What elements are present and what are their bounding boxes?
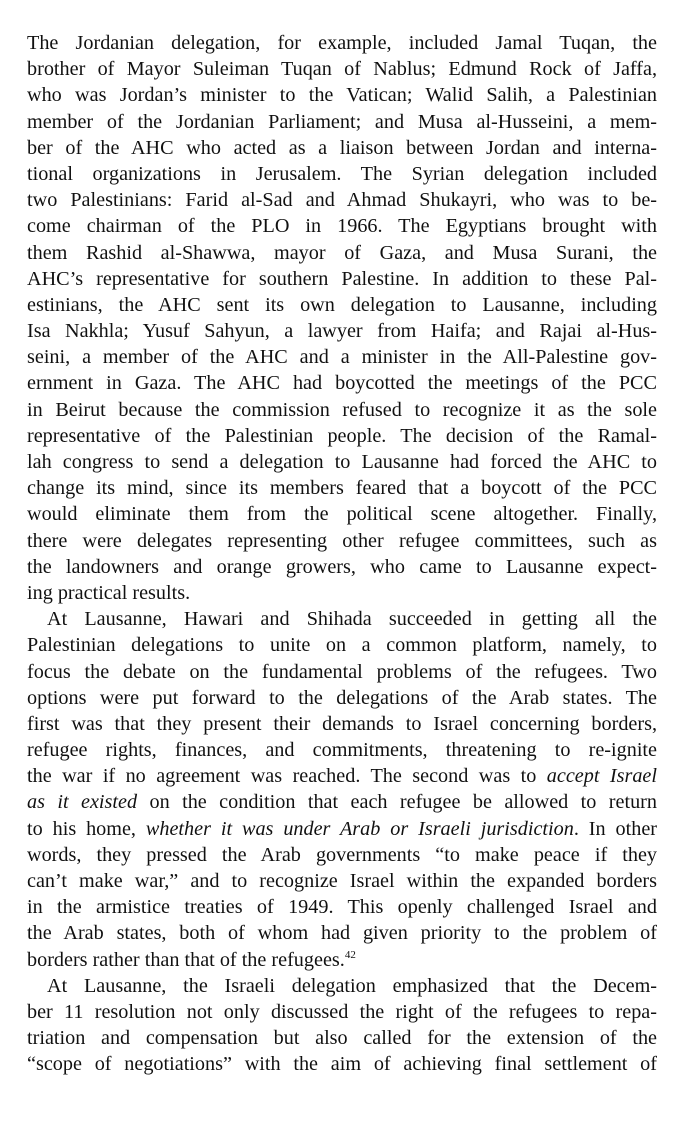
text-segment: Palestinian delegations to unite on a common platform, namely, to (27, 634, 657, 657)
text-line (27, 82, 657, 108)
text-line (27, 56, 657, 82)
text-segment: estinians, the AHC sent its own delegation to Lausanne, including (27, 293, 657, 316)
text-line (27, 999, 657, 1025)
text-segment: At Lausanne, Hawari and Shihada succeeded in getting all the (47, 608, 657, 631)
text-line (27, 344, 657, 370)
text-segment: ernment in Gaza. The AHC had boycotted the meetings of the PCC (27, 372, 657, 395)
text-segment: come chairman of the PLO in 1966. The Egyptians brought with (27, 215, 657, 238)
text-segment: in the armistice treaties of 1949. This openly challenged Israel and (27, 896, 657, 919)
text-line (27, 475, 657, 501)
text-segment: can’t make war,” and to recognize Israel within the expanded borders (27, 870, 657, 892)
text-segment: ber 11 resolution not only discussed the right of the refugees to repa- (27, 1000, 657, 1023)
text-line (27, 318, 657, 344)
text-segment: seini, a member of the AHC and a minister in the All-Palestine gov- (27, 346, 657, 369)
text-segment: would eliminate them from the political scene altogether. Finally, (27, 503, 657, 526)
text-segment: change its mind, since its members feared that a boycott of the PCC (27, 477, 657, 500)
text-segment: first was that they present their demands to Israel concerning borders, (27, 712, 657, 735)
book-page-text (27, 30, 657, 1078)
text-line (27, 109, 657, 135)
text-segment: the war if no agreement was reached. The second was to (27, 765, 547, 788)
text-line (27, 423, 657, 449)
text-line (27, 711, 657, 737)
text-segment: to his home, (27, 817, 146, 840)
text-line (27, 606, 657, 632)
text-line (27, 554, 657, 580)
text-segment: two Palestinians: Farid al-Sad and Ahmad Shukayri, who was to be- (27, 189, 657, 212)
text-line (27, 1051, 657, 1077)
text-line (27, 737, 657, 763)
text-segment: who was Jordan’s minister to the Vatican; Walid Salih, a Palestinian (27, 84, 657, 107)
text-segment: ber of the AHC who acted as a liaison between Jordan and interna- (27, 136, 657, 159)
text-segment: The Jordanian delegation, for example, included Jamal Tuqan, the (27, 32, 657, 54)
text-segment: accept Israel (546, 765, 658, 788)
paragraph-3 (27, 973, 657, 1078)
footnote-marker: 42 (344, 948, 356, 961)
paragraph-2 (27, 606, 657, 973)
text-line (27, 135, 657, 161)
text-segment: them Rashid al-Shawwa, mayor of Gaza, and Musa Surani, the (27, 241, 657, 264)
text-line (27, 240, 657, 266)
text-line (27, 685, 657, 711)
text-line (27, 632, 657, 658)
text-segment: refugee rights, finances, and commitments, threatening to re-ignite (27, 739, 657, 762)
text-segment: on the condition that each refugee be allowed to return (137, 791, 657, 814)
text-segment: whether it was under Arab or Israeli jurisdiction (145, 817, 574, 840)
text-segment: options were put forward to the delegations of the Arab states. The (27, 686, 657, 709)
text-line (27, 213, 657, 239)
text-line (27, 816, 657, 842)
text-segment: the Arab states, both of whom had given priority to the problem of (27, 922, 657, 945)
text-line (27, 659, 657, 685)
text-line (27, 789, 657, 815)
text-line (27, 763, 657, 789)
text-line (27, 397, 657, 423)
text-line (27, 501, 657, 527)
text-segment: tional organizations in Jerusalem. The Syrian delegation included (27, 162, 657, 185)
text-segment: words, they pressed the Arab governments “to make peace if they (27, 843, 657, 866)
text-segment: representative of the Palestinian people. The decision of the Ramal- (27, 424, 657, 447)
text-segment: borders rather than that of the refugees. (27, 948, 345, 971)
text-segment: the landowners and orange growers, who came to Lausanne expect- (27, 555, 657, 578)
text-line (27, 1025, 657, 1051)
text-segment: brother of Mayor Suleiman Tuqan of Nablus; Edmund Rock of Jaffa, (27, 58, 657, 81)
text-segment: . In other (573, 817, 657, 840)
text-line (27, 161, 657, 187)
text-segment: in Beirut because the commission refused to recognize it as the sole (27, 398, 657, 421)
text-line (27, 30, 657, 56)
text-line (27, 842, 657, 868)
text-segment: Isa Nakhla; Yusuf Sahyun, a lawyer from Haifa; and Rajai al-Hus- (27, 320, 657, 343)
paragraph-1 (27, 30, 657, 606)
text-line (27, 920, 657, 946)
text-line (27, 894, 657, 920)
text-line (27, 868, 657, 894)
text-segment: focus the debate on the fundamental problems of the refugees. Two (27, 660, 657, 683)
text-segment: lah congress to send a delegation to Lausanne had forced the AHC to (27, 451, 657, 473)
text-segment: “scope of negotiations” with the aim of achieving final settlement of (27, 1053, 657, 1076)
text-segment: AHC’s representative for southern Palestine. In addition to these Pal- (27, 267, 657, 290)
text-line (27, 187, 657, 213)
text-line (27, 370, 657, 396)
text-line (27, 528, 657, 554)
text-segment: there were delegates representing other refugee committees, such as (27, 529, 657, 552)
text-line (27, 449, 657, 475)
text-line (27, 973, 657, 999)
text-line (27, 292, 657, 318)
text-segment: triation and compensation but also called for the extension of the (27, 1027, 657, 1050)
text-line (27, 580, 657, 606)
text-line (27, 947, 657, 973)
text-segment: At Lausanne, the Israeli delegation emphasized that the Decem- (47, 974, 657, 997)
text-segment: member of the Jordanian Parliament; and Musa al-Husseini, a mem- (27, 110, 657, 133)
text-line (27, 266, 657, 292)
text-segment: ing practical results. (27, 581, 191, 604)
text-segment: as it existed (27, 791, 138, 814)
